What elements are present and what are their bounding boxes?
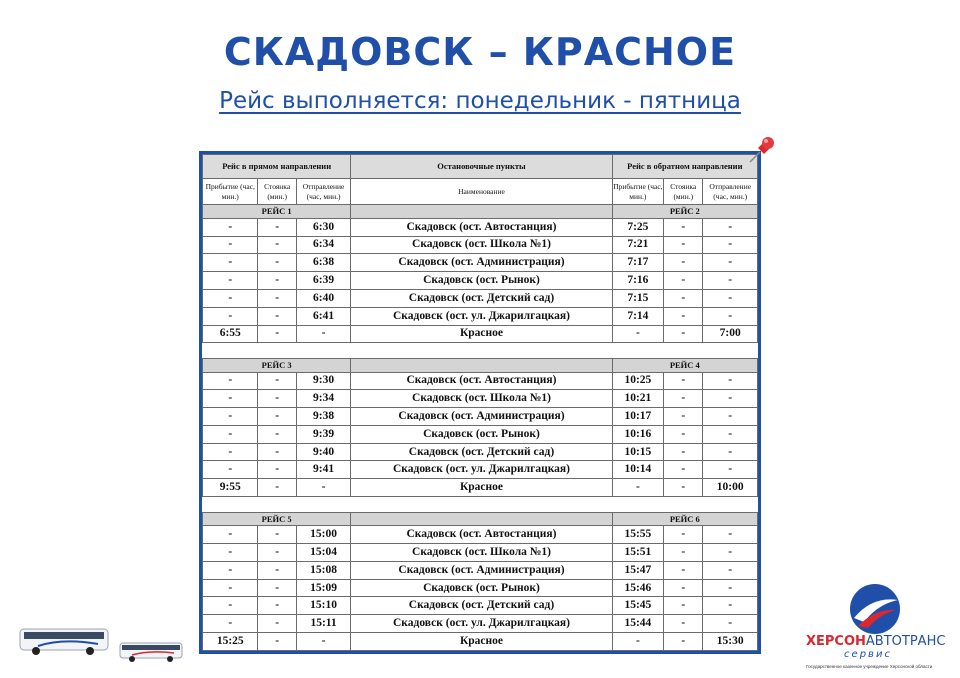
forward-arrival-cell: - [203, 408, 258, 426]
table-row [203, 272, 758, 290]
table-row [203, 615, 758, 633]
forward-departure-cell: 15:00 [296, 526, 351, 544]
backward-stay-cell: - [664, 526, 703, 544]
backward-departure-cell: - [703, 615, 758, 633]
backward-stay-cell: - [664, 544, 703, 562]
arrival-header: Прибытие (час, мин.) [612, 179, 663, 205]
forward-arrival-cell: - [203, 390, 258, 408]
trip-label-spacer [351, 205, 612, 219]
forward-arrival-cell: - [203, 544, 258, 562]
logo-swoosh-icon [848, 582, 902, 636]
departure-header: Отправление (час, мин.) [703, 179, 758, 205]
backward-stay-cell: - [664, 408, 703, 426]
forward-departure-cell: 9:39 [296, 425, 351, 443]
stop-name-cell: Скадовск (ост. Школа №1) [351, 236, 612, 254]
backward-departure-cell: - [703, 443, 758, 461]
backward-stay-cell: - [664, 479, 703, 497]
stop-name-cell: Скадовск (ост. ул. Джарилгацкая) [351, 461, 612, 479]
forward-stay-cell: - [258, 218, 296, 236]
trip-label-row [203, 512, 758, 526]
forward-departure-cell: 9:30 [296, 372, 351, 390]
timetable [202, 154, 758, 651]
forward-departure-cell: - [296, 633, 351, 651]
forward-stay-cell: - [258, 372, 296, 390]
forward-departure-cell: 6:30 [296, 218, 351, 236]
trip-label-row [203, 358, 758, 372]
table-row [203, 372, 758, 390]
backward-departure-cell: - [703, 254, 758, 272]
stop-name-cell: Скадовск (ост. Администрация) [351, 561, 612, 579]
backward-arrival-cell: - [612, 479, 663, 497]
stop-name-cell: Скадовск (ост. Детский сад) [351, 443, 612, 461]
forward-trip-label: РЕЙС 1 [203, 205, 351, 219]
forward-arrival-cell: 9:55 [203, 479, 258, 497]
table-row [203, 325, 758, 343]
backward-departure-cell: - [703, 372, 758, 390]
table-row [203, 443, 758, 461]
forward-stay-cell: - [258, 236, 296, 254]
forward-stay-cell: - [258, 615, 296, 633]
backward-departure-cell: - [703, 544, 758, 562]
backward-stay-cell: - [664, 633, 703, 651]
backward-departure-cell: - [703, 236, 758, 254]
backward-stay-cell: - [664, 390, 703, 408]
forward-stay-cell: - [258, 561, 296, 579]
stop-name-cell: Красное [351, 633, 612, 651]
forward-arrival-cell: - [203, 236, 258, 254]
table-row [203, 526, 758, 544]
forward-stay-cell: - [258, 479, 296, 497]
forward-arrival-cell: - [203, 289, 258, 307]
stop-name-cell: Красное [351, 479, 612, 497]
timetable-frame [199, 151, 761, 654]
company-sub: сервис [844, 649, 892, 660]
stop-name-cell: Скадовск (ост. Рынок) [351, 272, 612, 290]
backward-arrival-cell: 10:14 [612, 461, 663, 479]
backward-arrival-cell: 10:17 [612, 408, 663, 426]
backward-stay-cell: - [664, 615, 703, 633]
table-row [203, 408, 758, 426]
backward-arrival-cell: - [612, 633, 663, 651]
backward-stay-cell: - [664, 218, 703, 236]
trip-label-spacer [351, 358, 612, 372]
stop-name-cell: Скадовск (ост. ул. Джарилгацкая) [351, 307, 612, 325]
backward-departure-cell: - [703, 218, 758, 236]
backward-arrival-cell: 10:21 [612, 390, 663, 408]
company-legal-name: Государственное казенное учреждение Херсонской области [806, 664, 933, 669]
backward-stay-cell: - [664, 289, 703, 307]
forward-departure-cell: 6:34 [296, 236, 351, 254]
forward-departure-cell: 6:41 [296, 307, 351, 325]
table-row [203, 461, 758, 479]
backward-departure-cell: - [703, 425, 758, 443]
forward-departure-cell: - [296, 325, 351, 343]
forward-stay-cell: - [258, 544, 296, 562]
table-row [203, 561, 758, 579]
forward-departure-cell: 15:11 [296, 615, 351, 633]
backward-arrival-cell: 15:55 [612, 526, 663, 544]
backward-arrival-cell: 7:21 [612, 236, 663, 254]
table-row [203, 218, 758, 236]
block-gap [203, 343, 758, 359]
backward-arrival-cell: 15:44 [612, 615, 663, 633]
backward-departure-cell: 7:00 [703, 325, 758, 343]
forward-departure-cell: 6:39 [296, 272, 351, 290]
forward-departure-cell: 15:09 [296, 579, 351, 597]
backward-departure-cell: - [703, 272, 758, 290]
table-row [203, 425, 758, 443]
table-row [203, 579, 758, 597]
forward-arrival-cell: - [203, 561, 258, 579]
departure-header: Отправление (час, мин.) [296, 179, 351, 205]
bus-icon [118, 640, 184, 664]
forward-stay-cell: - [258, 633, 296, 651]
backward-stay-cell: - [664, 236, 703, 254]
forward-departure-cell: 9:34 [296, 390, 351, 408]
bus-icon [18, 626, 110, 656]
forward-stay-cell: - [258, 272, 296, 290]
table-row [203, 479, 758, 497]
stop-name-cell: Скадовск (ост. Автостанция) [351, 218, 612, 236]
forward-stay-cell: - [258, 325, 296, 343]
backward-arrival-cell: - [612, 325, 663, 343]
backward-departure-cell: - [703, 597, 758, 615]
table-row [203, 254, 758, 272]
stop-name-cell: Скадовск (ост. Администрация) [351, 254, 612, 272]
forward-arrival-cell: - [203, 218, 258, 236]
backward-stay-cell: - [664, 443, 703, 461]
stop-name-cell: Скадовск (ост. ул. Джарилгацкая) [351, 615, 612, 633]
backward-departure-cell: - [703, 307, 758, 325]
block-gap [203, 497, 758, 513]
forward-departure-cell: 9:40 [296, 443, 351, 461]
backward-stay-cell: - [664, 579, 703, 597]
table-row [203, 633, 758, 651]
backward-departure-cell: - [703, 289, 758, 307]
table-row [203, 289, 758, 307]
forward-stay-cell: - [258, 597, 296, 615]
backward-stay-cell: - [664, 425, 703, 443]
backward-departure-cell: 10:00 [703, 479, 758, 497]
backward-direction-header: Рейс в обратном направлении [612, 155, 757, 179]
backward-stay-cell: - [664, 272, 703, 290]
forward-arrival-cell: - [203, 425, 258, 443]
stops-header: Остановочные пункты [351, 155, 612, 179]
trip-label-row [203, 205, 758, 219]
backward-stay-cell: - [664, 597, 703, 615]
forward-stay-cell: - [258, 307, 296, 325]
company-name [806, 634, 956, 649]
backward-arrival-cell: 10:15 [612, 443, 663, 461]
push-pin-icon [744, 134, 778, 168]
stop-name-cell: Скадовск (ост. Детский сад) [351, 289, 612, 307]
forward-arrival-cell: 15:25 [203, 633, 258, 651]
stop-name-cell: Скадовск (ост. Школа №1) [351, 390, 612, 408]
backward-stay-cell: - [664, 254, 703, 272]
table-row [203, 236, 758, 254]
forward-arrival-cell: - [203, 579, 258, 597]
backward-stay-cell: - [664, 461, 703, 479]
backward-departure-cell: - [703, 390, 758, 408]
forward-departure-cell: 9:38 [296, 408, 351, 426]
forward-departure-cell: - [296, 479, 351, 497]
backward-arrival-cell: 7:16 [612, 272, 663, 290]
backward-departure-cell: - [703, 408, 758, 426]
stop-name-cell: Скадовск (ост. Школа №1) [351, 544, 612, 562]
forward-arrival-cell: - [203, 372, 258, 390]
backward-arrival-cell: 7:25 [612, 218, 663, 236]
forward-departure-cell: 9:41 [296, 461, 351, 479]
forward-stay-cell: - [258, 254, 296, 272]
backward-stay-cell: - [664, 372, 703, 390]
forward-arrival-cell: - [203, 461, 258, 479]
forward-arrival-cell: - [203, 526, 258, 544]
stop-name-cell: Красное [351, 325, 612, 343]
forward-arrival-cell: - [203, 272, 258, 290]
forward-arrival-cell: - [203, 597, 258, 615]
forward-stay-cell: - [258, 579, 296, 597]
backward-arrival-cell: 7:17 [612, 254, 663, 272]
table-row [203, 597, 758, 615]
backward-arrival-cell: 7:14 [612, 307, 663, 325]
forward-direction-header: Рейс в прямом направлении [203, 155, 351, 179]
block-gap-cell [203, 343, 758, 359]
backward-departure-cell: 15:30 [703, 633, 758, 651]
forward-departure-cell: 6:38 [296, 254, 351, 272]
backward-arrival-cell: 10:25 [612, 372, 663, 390]
forward-departure-cell: 15:10 [296, 597, 351, 615]
backward-arrival-cell: 15:47 [612, 561, 663, 579]
page-subtitle: Рейс выполняется: понедельник - пятница [219, 88, 741, 114]
stop-name-cell: Скадовск (ост. Автостанция) [351, 372, 612, 390]
backward-stay-cell: - [664, 307, 703, 325]
forward-stay-cell: - [258, 408, 296, 426]
forward-stay-cell: - [258, 425, 296, 443]
forward-arrival-cell: - [203, 443, 258, 461]
forward-stay-cell: - [258, 461, 296, 479]
forward-stay-cell: - [258, 390, 296, 408]
backward-arrival-cell: 15:45 [612, 597, 663, 615]
forward-arrival-cell: - [203, 254, 258, 272]
trip-label-spacer [351, 512, 612, 526]
forward-arrival-cell: 6:55 [203, 325, 258, 343]
stop-name-cell: Скадовск (ост. Администрация) [351, 408, 612, 426]
forward-stay-cell: - [258, 443, 296, 461]
table-row [203, 544, 758, 562]
backward-departure-cell: - [703, 579, 758, 597]
backward-departure-cell: - [703, 526, 758, 544]
backward-arrival-cell: 10:16 [612, 425, 663, 443]
forward-trip-label: РЕЙС 3 [203, 358, 351, 372]
forward-departure-cell: 15:04 [296, 544, 351, 562]
backward-arrival-cell: 7:15 [612, 289, 663, 307]
forward-arrival-cell: - [203, 615, 258, 633]
table-row [203, 307, 758, 325]
stop-name-cell: Скадовск (ост. Автостанция) [351, 526, 612, 544]
stop-name-header: Наименование [351, 179, 612, 205]
backward-stay-cell: - [664, 325, 703, 343]
stop-name-cell: Скадовск (ост. Рынок) [351, 579, 612, 597]
backward-stay-cell: - [664, 561, 703, 579]
backward-departure-cell: - [703, 561, 758, 579]
backward-arrival-cell: 15:51 [612, 544, 663, 562]
stay-header: Стоянка (мин.) [258, 179, 296, 205]
backward-trip-label: РЕЙС 2 [612, 205, 757, 219]
forward-stay-cell: - [258, 526, 296, 544]
company-name-red: ХЕРСОН [806, 634, 866, 649]
table-row [203, 390, 758, 408]
forward-stay-cell: - [258, 289, 296, 307]
backward-arrival-cell: 15:46 [612, 579, 663, 597]
forward-trip-label: РЕЙС 5 [203, 512, 351, 526]
forward-departure-cell: 15:08 [296, 561, 351, 579]
arrival-header: Прибытие (час, мин.) [203, 179, 258, 205]
page-title: СКАДОВСК – КРАСНОЕ [223, 30, 737, 74]
forward-departure-cell: 6:40 [296, 289, 351, 307]
company-name-blue: АВТОТРАНС [865, 634, 946, 649]
backward-trip-label: РЕЙС 4 [612, 358, 757, 372]
backward-trip-label: РЕЙС 6 [612, 512, 757, 526]
stop-name-cell: Скадовск (ост. Рынок) [351, 425, 612, 443]
forward-arrival-cell: - [203, 307, 258, 325]
backward-departure-cell: - [703, 461, 758, 479]
stop-name-cell: Скадовск (ост. Детский сад) [351, 597, 612, 615]
stay-header: Стоянка (мин.) [664, 179, 703, 205]
block-gap-cell [203, 497, 758, 513]
